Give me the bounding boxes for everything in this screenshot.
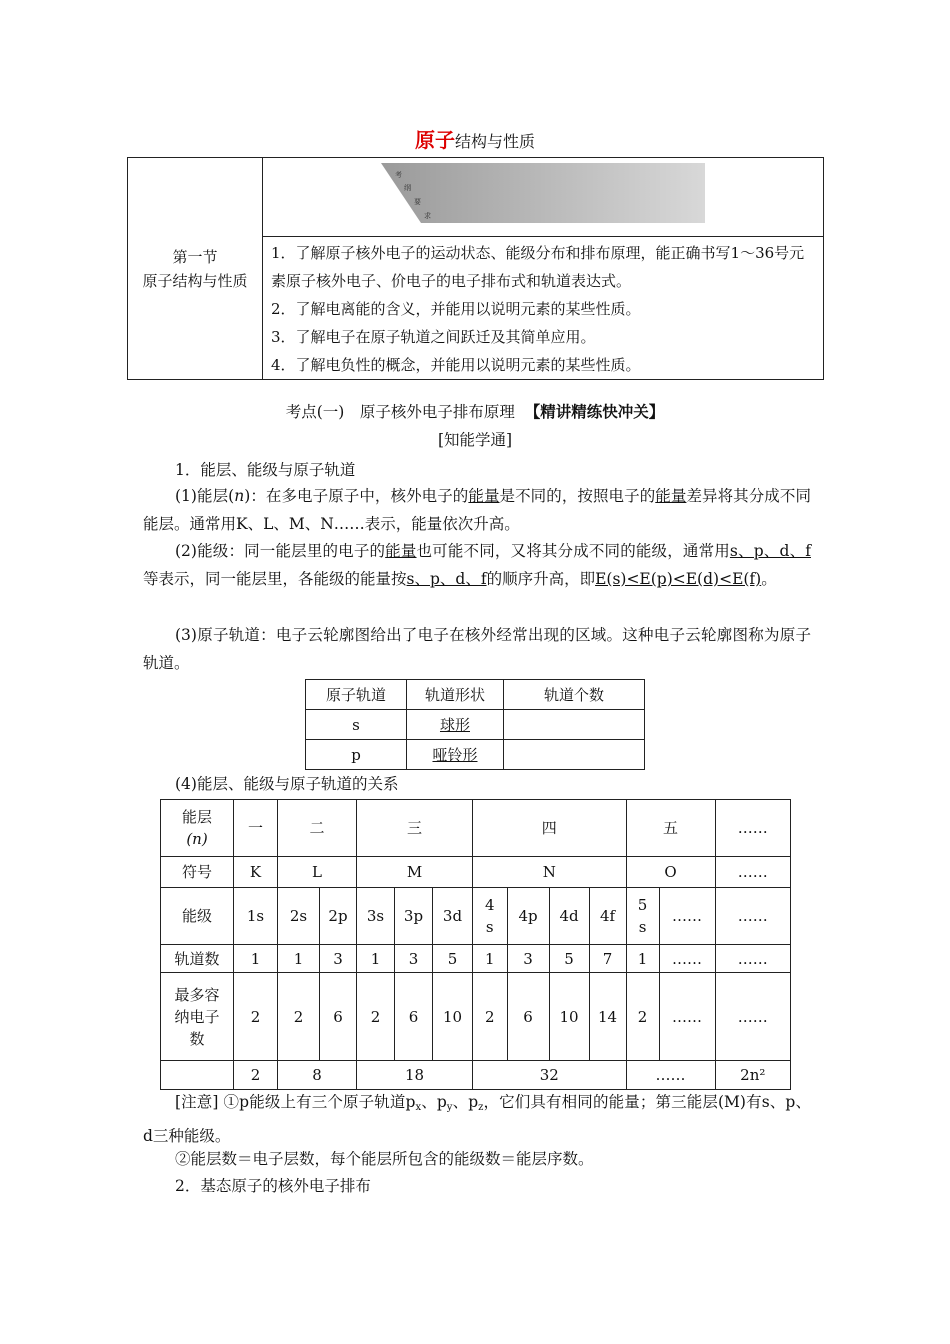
paragraph-relation: (4)能层、能级与原子轨道的关系 [175,775,399,793]
orbital-table [305,679,645,770]
banner-char-1: 考 [395,171,402,179]
requirement-item: 3．了解电子在原子轨道之间跃迁及其简单应用。 [271,328,596,346]
section-cell [128,158,263,380]
requirement-item: 4．了解电负性的概念，并能用以说明元素的某些性质。 [271,356,641,374]
table-row: 能层 (n) 一 二 三 四 五 …… [161,800,791,857]
section-heading-2: 2．基态原子的核外电子排布 [175,1177,371,1195]
table-row: 2 8 18 32 …… 2n² [161,1061,791,1090]
note-paragraph: [注意] ①p能级上有三个原子轨道$p_x$、$p_y$、$p_z$，它们具有相同的能量；第三能层(M)有s、p、d三种能级。 [143,1093,811,1145]
kaodian-heading: 考点(一) 原子核外电子排布原理 【精讲精练快冲关】 [285,402,665,421]
table-row: 符号 K L M N O …… [161,857,791,888]
banner-cell [263,158,824,237]
section-number: 第一节 [172,247,218,266]
title-rest: 结构与性质 [454,132,535,151]
page-title [0,124,950,153]
paragraph-orbital: (3)原子轨道：电子云轮廓图给出了电子在核外经常出现的区域。这种电子云轮廓图称为原子轨道。 [143,626,811,672]
table-row: 最多容 纳电子 数 2 2 6 2 6 10 2 6 10 14 2 …… …… [161,973,791,1061]
table-row: p 哑铃形 [306,740,645,770]
section-title: 原子结构与性质 [142,271,248,290]
table-row: s 球形 [306,710,645,740]
requirements-table [127,157,824,380]
paragraph-level: (2)能级：同一能层里的电子的能量也可能不同，又将其分成不同的能级，通常用s、p、d、f等表示，同一能层里，各能级的能量按s、p、d、f的顺序升高，即E(s)<E(p)<E(d)<E(f)。 [143,542,811,588]
banner-char-3: 要 [414,198,421,206]
requirement-item: 1．了解原子核外电子的运动状态、能级分布和排布原理，能正确书写1～36号元素原子核外电子、价电子的电子排布式和轨道表达式。 [271,244,805,290]
level-table [160,799,791,1090]
zhineng-heading: [知能学通] [437,431,513,449]
paragraph-layer: (1)能层(n)：在多电子原子中，核外电子的能量是不同的，按照电子的能量差异将其分成不同能层。通常用K、L、M、N……表示，能量依次升高。 [143,487,811,533]
syllabus-banner [263,159,823,235]
title-highlight: 原子 [414,128,455,152]
requirements-list [263,237,824,380]
requirement-item: 2．了解电离能的含义，并能用以说明元素的某些性质。 [271,300,641,318]
section-heading-1: 1．能层、能级与原子轨道 [175,461,356,479]
table-row: 轨道数 1 1 3 1 3 5 1 3 5 7 1 …… …… [161,945,791,973]
table-row: 能级 1s 2s 2p 3s 3p 3d 4s 4p 4d 4f 5s …… …… [161,888,791,945]
note-paragraph-2: ②能层数＝电子层数，每个能层所包含的能级数＝能层序数。 [175,1150,594,1168]
table-row: 原子轨道 轨道形状 轨道个数 [306,680,645,710]
banner-char-4: 求 [424,212,431,220]
banner-char-2: 纲 [404,184,411,192]
